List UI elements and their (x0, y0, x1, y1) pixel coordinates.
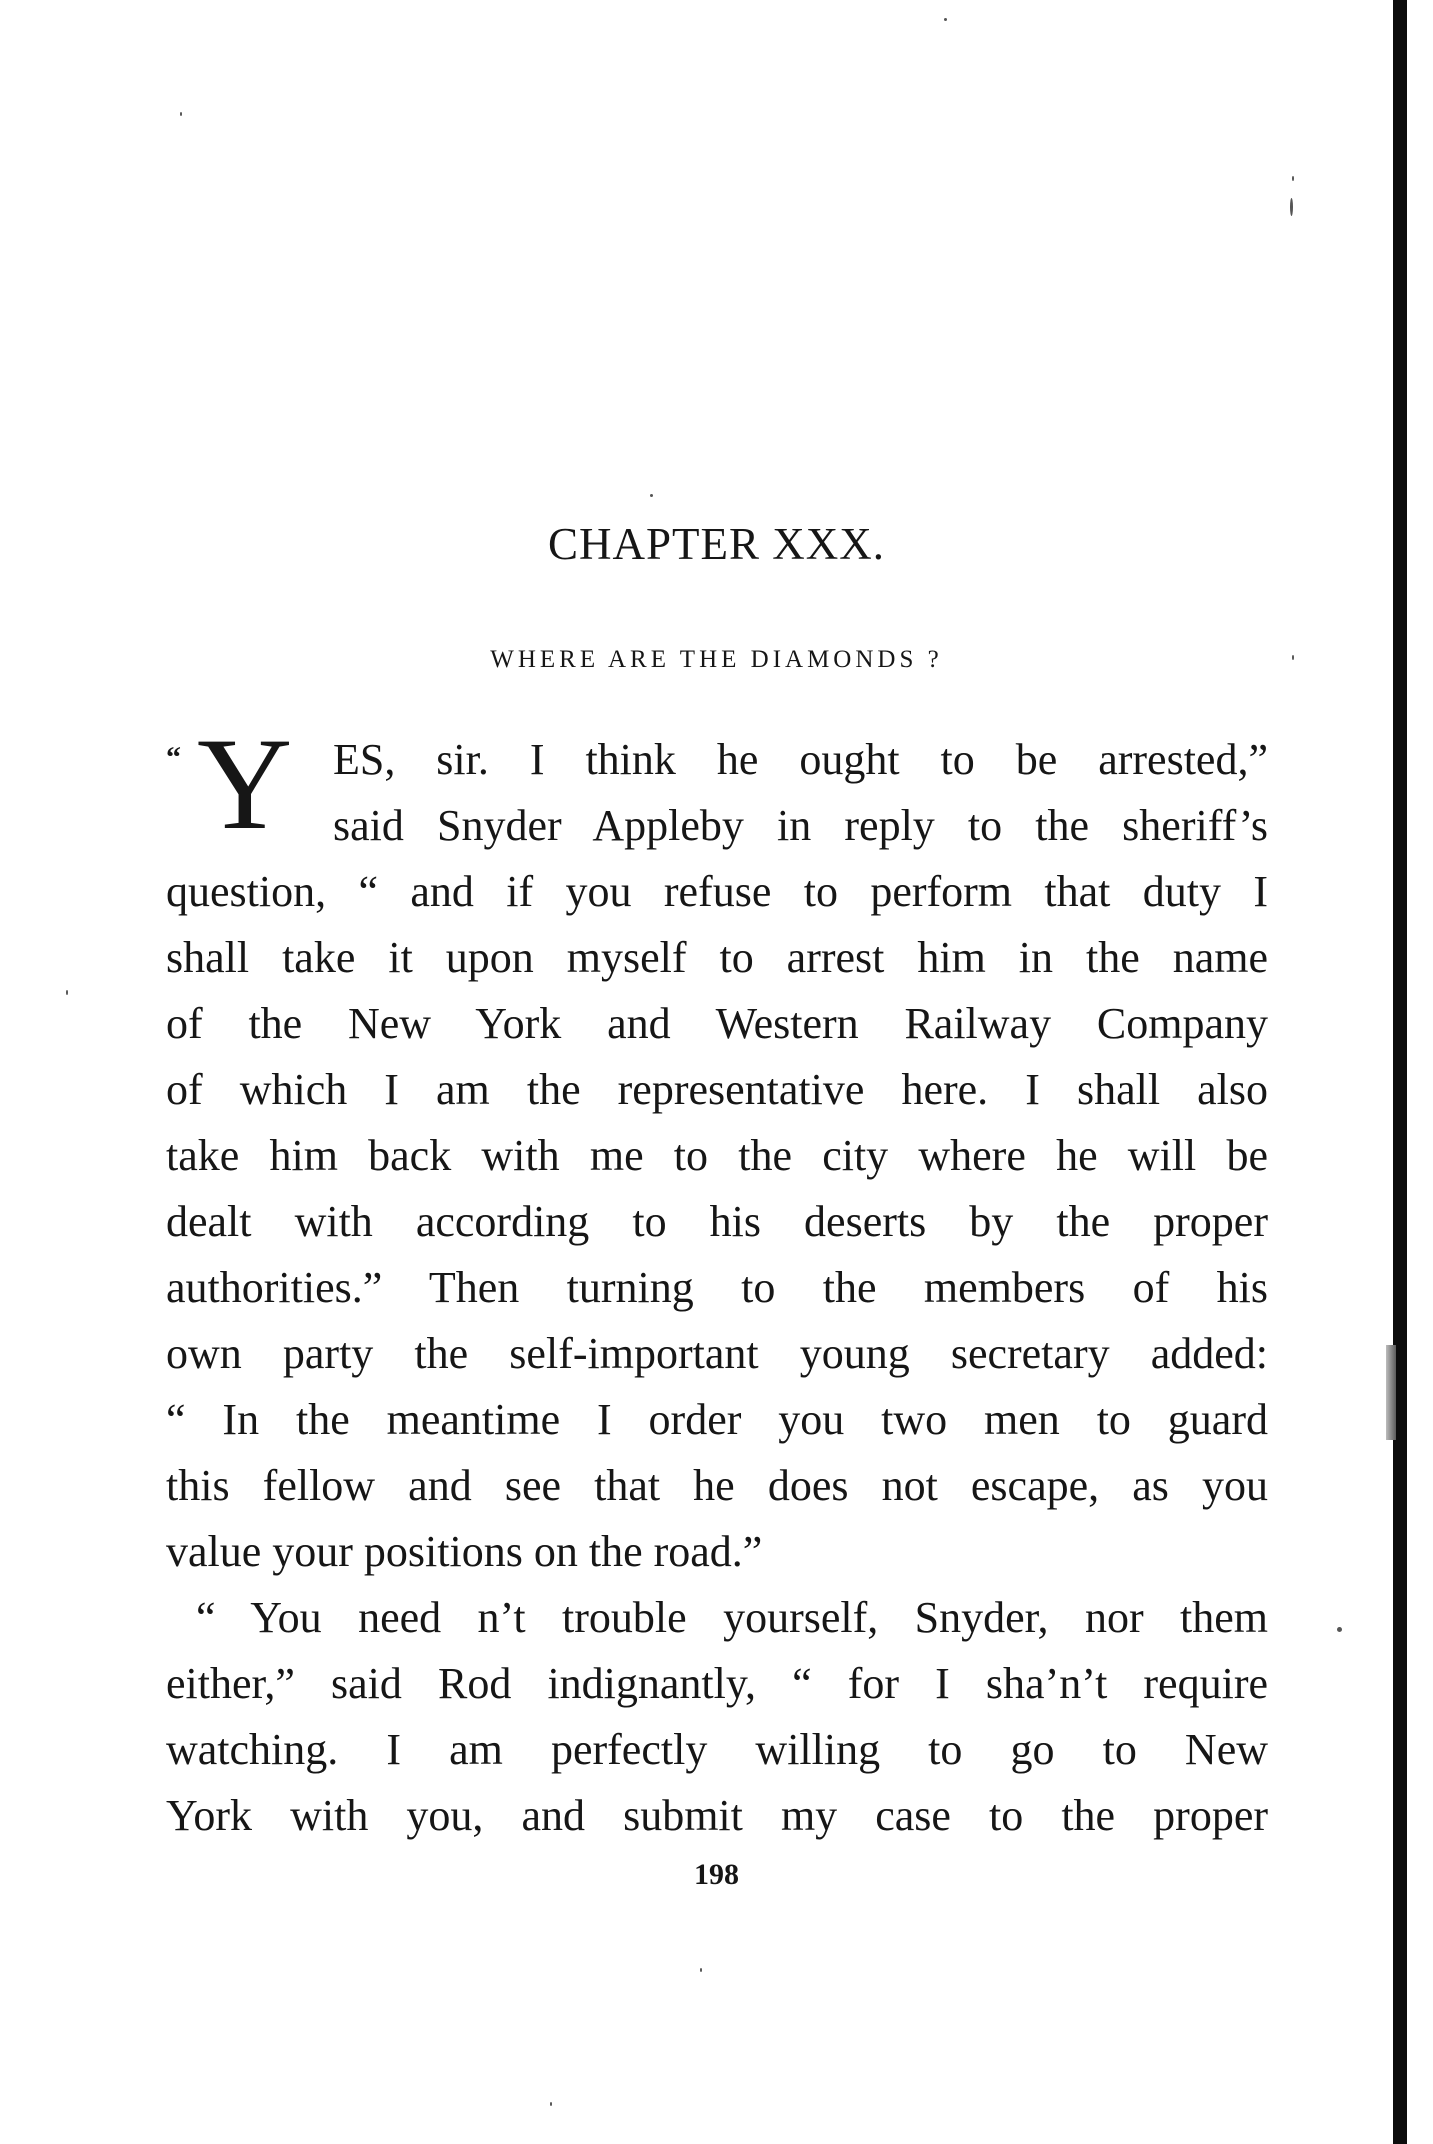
scan-speck (550, 2102, 552, 2106)
text-line: take him back with me to the city where he will be (166, 1131, 1268, 1180)
page-number: 198 (694, 1858, 739, 1891)
opening-quote-mark: “ (166, 741, 181, 774)
text-line: “ In the meantime I order you two men to guard (166, 1395, 1268, 1444)
scan-speck (66, 990, 68, 995)
text-line: value your positions on the road.” (166, 1527, 763, 1576)
text-line: dealt with according to his deserts by the proper (166, 1197, 1268, 1246)
scan-speck (180, 112, 182, 116)
scan-speck (700, 1968, 702, 1972)
page-edge-shadow (1393, 0, 1407, 2144)
scan-speck (1292, 176, 1294, 181)
text-line: of the New York and Western Railway Company (166, 999, 1268, 1048)
scan-speck (944, 18, 947, 21)
chapter-title: CHAPTER XXX. (547, 519, 886, 569)
text-line: question, “ and if you refuse to perform that duty I (166, 867, 1268, 916)
scan-speck (650, 494, 653, 497)
page-edge-notch (1386, 1345, 1396, 1440)
text-line: this fellow and see that he does not escape, as you (166, 1461, 1268, 1510)
text-line: either,” said Rod indignantly, “ for I sha’n’t require (166, 1659, 1268, 1708)
text-line: York with you, and submit my case to the proper (166, 1791, 1268, 1840)
text-line: own party the self-important young secretary added: (166, 1329, 1268, 1378)
scan-speck (1337, 1627, 1342, 1632)
chapter-subtitle: WHERE ARE THE DIAMONDS ? (490, 646, 943, 673)
text-line: ES, sir. I think he ought to be arrested,” (333, 735, 1268, 784)
text-line: shall take it upon myself to arrest him in the name (166, 933, 1268, 982)
text-line: of which I am the representative here. I shall also (166, 1065, 1268, 1114)
text-line: authorities.” Then turning to the members of his (166, 1263, 1268, 1312)
text-line: watching. I am perfectly willing to go to New (166, 1725, 1268, 1774)
text-line: said Snyder Appleby in reply to the sheriff’s (333, 801, 1268, 850)
scan-speck (1290, 198, 1293, 216)
text-line: “ You need n’t trouble yourself, Snyder, nor them (196, 1593, 1268, 1642)
drop-cap-letter: Y (197, 710, 293, 857)
